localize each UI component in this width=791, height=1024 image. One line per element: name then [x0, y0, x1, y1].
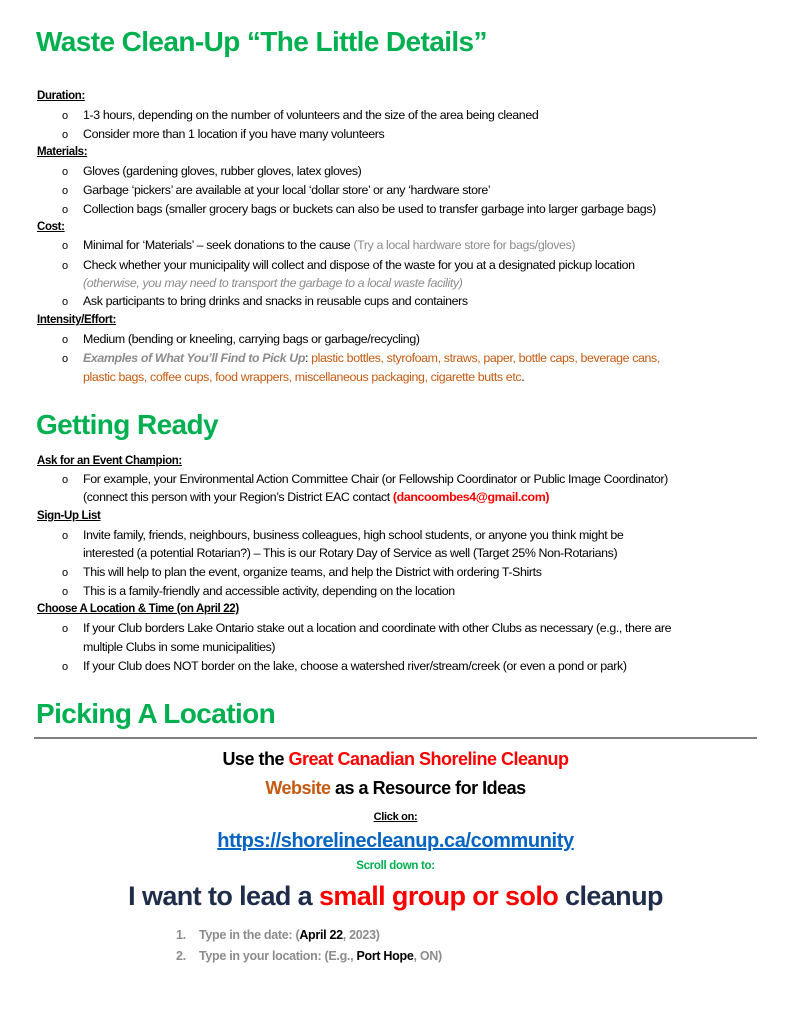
step-number: 1. — [176, 928, 186, 942]
step-location-c: , ON) — [413, 949, 442, 963]
bullet-icon: o — [62, 530, 69, 542]
champion-item-cont — [83, 490, 549, 504]
section-title-picking: Picking A Location — [36, 698, 276, 729]
bullet-icon: o — [62, 129, 69, 141]
website-text: Website — [265, 778, 331, 798]
label-intensity: Intensity/Effort: — [37, 314, 117, 326]
community-link[interactable]: https://shorelinecleanup.ca/community — [217, 830, 574, 852]
scroll-down-label: Scroll down to: — [356, 860, 435, 872]
cost-item-note: (otherwise, you may need to transport the garbage to a local waste facility) — [83, 276, 463, 290]
lead-cleanup-option — [0, 881, 791, 912]
step-date — [199, 928, 380, 942]
resource-text: as a Resource for Ideas — [330, 778, 526, 798]
label-location: Choose A Location & Time (on April 22) — [37, 603, 239, 615]
step-date-a: Type in the date: ( — [199, 928, 300, 942]
step-date-value: April 22 — [299, 928, 343, 942]
champion-email[interactable]: (dancoombes4@gmail.com) — [392, 490, 550, 504]
cost-item-note: (Try a local hardware store for bags/gloves) — [353, 238, 576, 252]
bullet-icon: o — [62, 110, 69, 122]
location-item: If your Club does NOT border on the lake, choose a watershed river/stream/creek (or even a pond or park) — [83, 659, 627, 673]
step-number: 2. — [176, 949, 186, 963]
cost-item: Check whether your municipality will collect and dispose of the waste for you at a designated pickup location — [83, 258, 635, 272]
duration-item: Consider more than 1 location if you have many volunteers — [83, 127, 385, 141]
organization-name: Great Canadian Shoreline Cleanup — [288, 749, 569, 769]
examples-end: . — [521, 370, 525, 384]
materials-item: Gloves (gardening gloves, rubber gloves, latex gloves) — [83, 164, 362, 178]
bullet-icon: o — [62, 661, 69, 673]
bullet-icon: o — [62, 260, 69, 272]
bullet-icon: o — [62, 296, 69, 308]
click-on-label: Click on: — [373, 811, 418, 823]
resource-line-1 — [0, 749, 791, 770]
intensity-item — [83, 351, 660, 365]
location-item-cont: multiple Clubs in some municipalities) — [83, 640, 276, 654]
lead-text-highlight: small group or solo — [318, 881, 559, 911]
lead-text-a: I want to lead a — [128, 881, 319, 911]
bullet-icon: o — [62, 166, 69, 178]
cost-item: Ask participants to bring drinks and snacks in reusable cups and containers — [83, 294, 468, 308]
label-duration: Duration: — [37, 90, 85, 102]
label-signup: Sign-Up List — [37, 510, 101, 522]
cost-item-main: Minimal for ‘Materials’ – seek donations to the cause — [83, 238, 354, 252]
signup-item: This will help to plan the event, organize teams, and help the District with ordering T-Shirts — [83, 565, 542, 579]
signup-item-cont: interested (a potential Rotarian?) – This is our Rotary Day of Service as well (Target 25% Non-Rotarians) — [83, 546, 618, 560]
bullet-icon: o — [62, 623, 69, 635]
bullet-icon: o — [62, 204, 69, 216]
bullet-icon: o — [62, 353, 69, 365]
bullet-icon: o — [62, 240, 69, 252]
bullet-icon: o — [62, 567, 69, 579]
bullet-icon: o — [62, 185, 69, 197]
use-the-text: Use the — [222, 749, 289, 769]
section-title-ready: Getting Ready — [36, 409, 219, 440]
location-item: If your Club borders Lake Ontario stake out a location and coordinate with other Clubs as necessary (e.g., there are — [83, 621, 672, 635]
champion-contact-text: (connect this person with your Region’s District EAC contact — [83, 490, 393, 504]
materials-item: Garbage ‘pickers’ are available at your local ‘dollar store’ or any ‘hardware store’ — [83, 183, 491, 197]
label-materials: Materials: — [37, 146, 88, 158]
divider — [34, 737, 757, 739]
duration-item: 1-3 hours, depending on the number of volunteers and the size of the area being cleaned — [83, 108, 539, 122]
examples-colon: : — [305, 351, 312, 365]
label-champion: Ask for an Event Champion: — [37, 455, 182, 467]
bullet-icon: o — [62, 586, 69, 598]
bullet-icon: o — [62, 474, 69, 486]
step-location-value: Port Hope — [356, 949, 414, 963]
materials-item: Collection bags (smaller grocery bags or buckets can also be used to transfer garbage into larger garbage bags) — [83, 202, 656, 216]
cost-item — [83, 238, 575, 252]
label-cost: Cost: — [37, 221, 65, 233]
lead-text-c: cleanup — [558, 881, 663, 911]
intensity-item-cont — [83, 370, 524, 384]
url-row — [0, 830, 791, 853]
signup-item: This is a family-friendly and accessible activity, depending on the location — [83, 584, 455, 598]
step-location-a: Type in your location: (E.g., — [199, 949, 357, 963]
champion-item: For example, your Environmental Action Committee Chair (or Fellowship Coordinator or Public Image Coordinator) — [83, 472, 668, 486]
signup-item: Invite family, friends, neighbours, business colleagues, high school students, or anyone you think might be — [83, 528, 624, 542]
resource-line-2 — [0, 778, 791, 799]
bullet-icon: o — [62, 334, 69, 346]
examples-lead: Examples of What You’ll Find to Pick Up — [83, 351, 306, 365]
intensity-item: Medium (bending or kneeling, carrying bags or garbage/recycling) — [83, 332, 420, 346]
examples-list: plastic bags, coffee cups, food wrappers, miscellaneous packaging, cigarette butts etc — [83, 370, 522, 384]
step-location — [199, 949, 442, 963]
section-title-waste: Waste Clean-Up “The Little Details” — [36, 26, 487, 57]
examples-list: plastic bottles, styrofoam, straws, paper, bottle caps, beverage cans, — [311, 351, 660, 365]
step-date-c: , 2023) — [342, 928, 380, 942]
